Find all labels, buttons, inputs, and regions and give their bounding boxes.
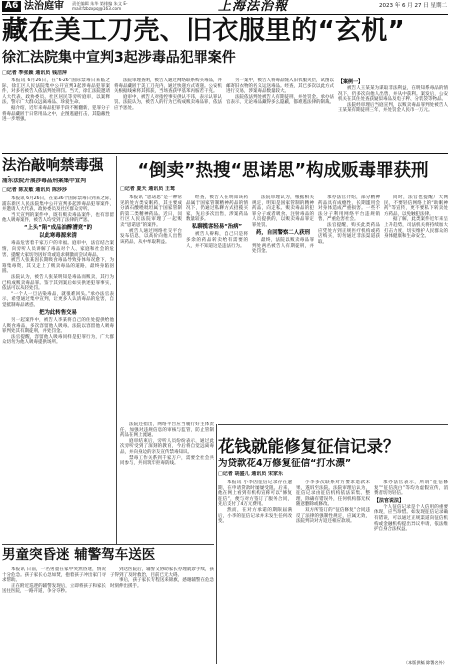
body-paragraph: “一个人一旦沾染毒品，就很难回头。”承办法官表示，希望通过集中宣判，让更多人认清毒品的危害，自觉抵制毒品诱惑。 — [2, 291, 114, 308]
sidebar-divider — [116, 156, 117, 544]
body-paragraph: 被告人张某因长期吸食毒品导致身体每况愈下，为筹集毒资，其又走上了贩卖毒品的道路，最终身陷囹圄。 — [2, 258, 114, 275]
body-paragraph: 据介绍，近年来毒品犯罪手段不断翻新，犯罪分子将毒品藏匿于日常用品之中，企图逃避打击，其隐蔽性进一步增强。 — [2, 105, 110, 123]
body-paragraph: 本报讯 小李因征信记录存在逾期，在申请贷款时屡屡受阻。后来，他在网上看到有机构宣称可以“修复征信”，便与对方签订了服务合同，先后支付了4万元费用。 — [218, 480, 292, 508]
body-paragraph: 另一案中，被告人将毒品缝入旧衣服夹层，试图以邮寄旧衣物的名义运送毒品。经查，其已多次以此方式进行交易，涉案毒品数量较大。 — [226, 78, 334, 95]
rescue-column-1 — [2, 567, 106, 662]
middle-byline: □记者 夏天 通讯员 王鸾 — [120, 186, 175, 192]
body-paragraph: 法院依法判处被告人有期徒刑，并处罚金。承办法官表示，无论毒品藏得多么隐蔽，都难逃法律的制裁。 — [226, 94, 334, 106]
story1-column-4 — [338, 78, 448, 150]
body-paragraph: 个人征信记录是个人信用的重要体现，应当珍惜。如发现征信记录确有错误，可以通过正规渠道向征信机构或金融机构提出异议申请，依法维护自身合法权益。 — [374, 504, 448, 533]
body-paragraph: 当天宣判的案件中，既有贩卖毒品案件，也有容留他人吸毒案件，被告人均受到了法律的严惩。 — [2, 212, 114, 224]
body-paragraph: 双方所签订的“征信修复”合同违反了法律的强制性规定，应属无效，法院判决对方返还相应款项。 — [296, 507, 370, 525]
issue-date: 2023 年 6 月 27 日 星期二 — [379, 3, 447, 9]
page-signature: （本版供稿 除署名外） — [403, 660, 447, 665]
story1-column-2 — [114, 78, 222, 150]
body-paragraph: 被告人辩称，自己只是将多余的药品转卖给有需要的人，并不知道这是违法行为。 — [186, 232, 248, 249]
body-paragraph: 到达医院后，辅警又协助家长办理就诊手续，孩子得到了及时救治，目前已无大碍。 — [110, 567, 214, 578]
middle-column-4 — [318, 195, 380, 419]
body-paragraph: 据了解，此类案件近年来呈上升趋势，司法机关将持续加大打击力度，切实维护人民群众的身体健康和生命安全。 — [384, 217, 448, 240]
newspaper-logo: 上海法治報 — [218, 0, 289, 14]
lower-left-top-rule — [2, 544, 214, 545]
body-paragraph: 被告人王某某为谋取非法利益，在明知系毒品的情况下，仍多次向他人出售，并从中获利。案发后，公安机关在其住处查获疑似毒品及电子秤、分装袋等物品。 — [338, 86, 448, 103]
body-paragraph: 禁毒工作关系到千家万户，需要全社会共同参与，共同筑牢拒毒防线。 — [120, 455, 214, 467]
sidebar-byline: □记者 陈友敏 通讯员 陈莎莎 — [2, 187, 67, 193]
column-subhead: 以此寒毒源来清 — [39, 233, 77, 240]
sidebar-column — [2, 196, 114, 542]
credit-story-byline: □记者 胡盛儿 通讯员 宋家乐 — [218, 471, 283, 477]
body-paragraph: 正在附近巡逻的辅警发现后，立即将孩子和家长送往医院，一路开道，争分夺秒。 — [2, 583, 106, 595]
body-paragraph: 经查，被告人在明知该药品属于国家管制精神药品的情况下，仍通过私聊方式招揽买家，先后多次出售，涉案药品数量较多。 — [186, 195, 248, 223]
story1-bottom-rule — [2, 153, 448, 154]
body-paragraph: 毒品危害着千家万户的幸福。庭审中，法官结合案情，向旁听人员讲解了毒品对个人、家庭和社会的危害，提醒大家切勿因好奇或追求刺激而尝试毒品。 — [2, 241, 114, 258]
masthead — [0, 0, 450, 14]
body-paragraph: 事后，孩子家长专程送来锦旗，感谢辅警在危急时刻伸出援手。 — [110, 578, 214, 589]
story1-byline: □记者 季张颖 通讯员 钱洁萍 — [2, 70, 67, 76]
column-subhead: 把为此转售交易 — [39, 310, 77, 317]
column-subhead: “上头”陷“成品油醉漕竞”的 — [23, 225, 93, 232]
body-paragraph: 本报讯 6月26日，在“6·26”国际禁毒日来临之际，徐汇区人民法院集中公开宣判3起涉毒品犯罪案件，对多名被告人依法判处刑罚。当天，徐汇法院邀请人大代表、政协委员、社区居民等旁听庭审，以案释法，警示广大群众远离毒品、珍爱生命。 — [2, 78, 110, 106]
body-paragraph: 本报讯 6月26日，在第36个国际禁毒日到来之际，浦东新区人民法院集中公开宣判多起涉毒品犯罪案件，并邀请人大代表、政协委员及社区群众旁听。 — [2, 196, 114, 213]
rescue-column-2 — [110, 567, 214, 662]
story1-column-1 — [2, 78, 110, 150]
middle-column-2 — [186, 195, 248, 419]
middle-continuation-column — [120, 422, 214, 542]
middle-headline: “倒卖”热搜“思诺思”构成贩毒罪获刑 — [137, 161, 429, 181]
body-paragraph: 本报讯 日前，一名男童在家中突然昏迷，情况十分危急。孩子家长心急如焚，抱着孩子冲出家门寻求帮助。 — [2, 567, 106, 584]
body-paragraph: 本报讯 “思诺思”是一种常见的处方类安眠药，其主要成分酒石酸唑吡坦属于国家管制的第二类精神药品。近日，闵行区人民法院审理了一起贩卖“思诺思”的案件。 — [120, 195, 182, 228]
body-paragraph: 法院审理认为，根据相关规定，明知是国家管制的精神药品，向走私、贩卖毒品的犯罪分子或者吸食、注射毒品的人员提供的，以贩卖毒品罪定罪处罚。 — [252, 195, 314, 228]
body-paragraph: 法官提醒，购买此类药品应凭处方到正规医疗机构或药店购买，切勿通过非法渠道获取。 — [318, 222, 380, 245]
body-paragraph: 庭审结束后，旁听人员纷纷表示，通过此次旁听受到了深刻的教育，今后将自觉远离毒品，并向身边的亲友宣传禁毒知识。 — [120, 438, 214, 455]
middle-column-5 — [384, 195, 448, 419]
body-paragraph: 被告人通过网络社交平台发布信息，以高价向他人出售该药品，从中牟取利益。 — [120, 228, 182, 245]
credit-story-column-2 — [296, 480, 370, 658]
credit-story-subheadline: 为贷款花4万修复征信“打水漂” — [218, 458, 352, 469]
body-paragraph: 最终，法院以贩卖毒品罪判处两名被告人有期徒刑，并处罚金。 — [252, 238, 314, 255]
credit-story-headline: 花钱就能修复征信记录？ — [218, 437, 400, 456]
sidebar-headline: 法治敲响禁毒强 — [2, 158, 104, 174]
section-name: 法治庭审 — [24, 1, 64, 12]
section-tag: 【法官说法】 — [374, 497, 405, 504]
credit-story-column-1 — [218, 480, 292, 658]
body-paragraph: 法院认为，被告人张某明知是毒品而贩卖，其行为已构成贩卖毒品罪。鉴于其到案后如实供述犯罪事实，依法可以从轻处罚。 — [2, 275, 114, 292]
main-headline: 藏在美工刀壳、旧衣服里的“玄机” — [2, 16, 405, 46]
middle-bottom-rule — [218, 424, 448, 425]
middle-column-3 — [252, 195, 314, 419]
main-subheadline: 徐汇法院集中宣判3起涉毒品犯罪案件 — [2, 50, 236, 66]
body-paragraph: 庭审中，被告人对指控事实供认不讳，表示认罪认罚。法院认为，被告人的行为已构成贩卖毒品罪，依法应予惩处。 — [114, 94, 222, 111]
body-paragraph: 法院经审理后当庭宣判，以贩卖毒品罪判处被告人王某某有期徒刑三年，并处罚金人民币一万元。 — [338, 102, 448, 114]
lower-divider — [216, 424, 217, 664]
body-paragraph: 承办法官介绍，部分精神药品具有成瘾性，长期滥用会对身体造成严重损害。一些不法分子利用网络平台违规销售，严重危害社会。 — [318, 195, 380, 223]
body-paragraph: 然而，在对方承诺的期限届满后，小李的征信记录并未发生任何改变。 — [218, 507, 292, 525]
body-paragraph: 小李多次联系对方要求退款未果，遂诉至法院。法院审理后认为，征信记录由征信机构依法采集、整理，除确有错误外，任何机构都无权随意删除或修改。 — [296, 480, 370, 508]
body-paragraph: 承办法官表示，所谓“征信修复”“征信洗白”等均为虚假宣传，消费者切勿轻信。 — [374, 480, 448, 497]
credit-story-column-3 — [374, 480, 448, 658]
body-paragraph: 法院审理查明，被告人通过网络联系购买毒品，并将毒品藏匿于美工刀壳内，通过快递方式寄递。公安机关根据线索将其抓获，当场查获甲基苯丙胺若干克。 — [114, 78, 222, 95]
body-paragraph: 法院还指出，网络平台应当履行好主体责任，加强对违规信息的审核与监管，防止管制药品在网上流通。 — [120, 422, 214, 439]
body-paragraph: 另一起案件中，被告人李某将自己的住处提供给他人吸食毒品，多次容留他人吸毒。法院以容留他人吸毒罪判处其有期徒刑，并处罚金。 — [2, 318, 114, 335]
rescue-headline: 男童突昏迷 辅警驾车送医 — [2, 547, 156, 563]
section-tag: 【案例一】 — [338, 79, 364, 85]
column-subhead: 药，自回警察二人获刑 — [256, 230, 310, 237]
sidebar-subheadline: 浦东法院开展涉毒品刑案集中宣判 — [2, 178, 86, 184]
body-paragraph: 法官提醒，容留他人吸毒同样是犯罪行为，广大群众切勿为他人吸毒提供场所。 — [2, 334, 114, 346]
story1-column-3 — [226, 78, 334, 150]
editor-credits: 责任编辑 朱华 第排编 朱文 E-mail:fzbzxpq@163.com — [72, 1, 128, 11]
masthead-rule — [2, 14, 448, 15]
body-paragraph: 同时，法官也提醒广大网民，不要轻信网络上的“助眠神药”等宣传，更不要私下转卖处方药品，以免触犯法律。 — [384, 195, 448, 217]
middle-column-1 — [120, 195, 182, 419]
column-subhead: 私聊揽客轻易“治病” — [191, 224, 243, 231]
page-number: A6 — [2, 1, 21, 12]
